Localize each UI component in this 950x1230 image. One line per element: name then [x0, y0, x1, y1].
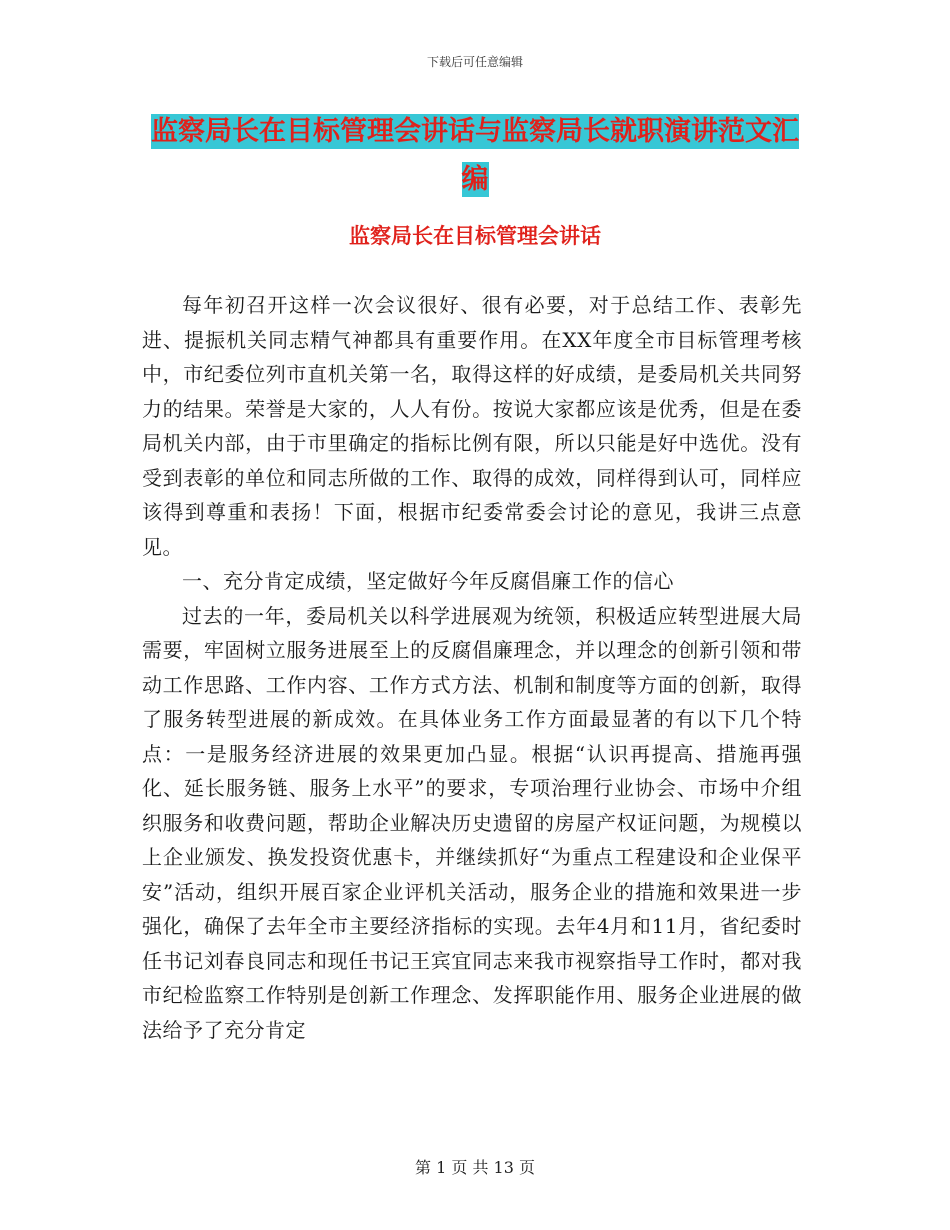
header-note: 下载后可任意编辑 [426, 55, 523, 69]
paragraph: 每年初召开这样一次会议很好、很有必要，对于总结工作、表彰先进、提振机关同志精气神都具有重要作用。在XX年度全市目标管理考核中，市纪委位列市直机关第一名，取得这样的好成绩，是委局机关共同努力的结果。荣誉是大家的，人人有份。按说大家都应该是优秀，但是在委局机关内部，由于市里确定的指标比例有限，所以只能是好中选优。没有受到表彰的单位和同志所做的工作、取得的成效，同样得到认可，同样应该得到尊重和表扬！下面，根据市纪委常委会讨论的意见，我讲三点意见。 [142, 293, 802, 559]
document-body [142, 288, 802, 1047]
paragraph: 过去的一年，委局机关以科学进展观为统领，积极适应转型进展大局需要，牢固树立服务进展至上的反腐倡廉理念，并以理念的创新引领和带动工作思路、工作内容、工作方式方法、机制和制度等方面的创新，取得了服务转型进展的新成效。在具体业务工作方面最显著的有以下几个特点：一是服务经济进展的效果更加凸显。根据“认识再提高、措施再强化、延长服务链、服务上水平”的要求，专项治理行业协会、市场中介组织服务和收费问题，帮助企业解决历史遗留的房屋产权证问题，为规模以上企业颁发、换发投资优惠卡，并继续抓好“为重点工程建设和企业保平安”活动，组织开展百家企业评机关活动，服务企业的措施和效果进一步强化，确保了去年全市主要经济指标的实现。去年4月和11月，省纪委时任书记刘春良同志和现任书记王宾宜同志来我市视察指导工作时，都对我市纪检监察工作特别是创新工作理念、发挥职能作用、服务企业进展的做法给予了充分肯定 [142, 603, 802, 1042]
section-title: 监察局长在目标管理会讲话 [349, 224, 601, 248]
document-title [140, 108, 810, 204]
page-footer: 第 1 页 共 13 页 [415, 1158, 535, 1177]
paragraph: 一、充分肯定成绩，坚定做好今年反腐倡廉工作的信心 [182, 569, 674, 593]
document-title-text: 监察局长在目标管理会讲话与监察局长就职演讲范文汇编 [151, 116, 799, 195]
